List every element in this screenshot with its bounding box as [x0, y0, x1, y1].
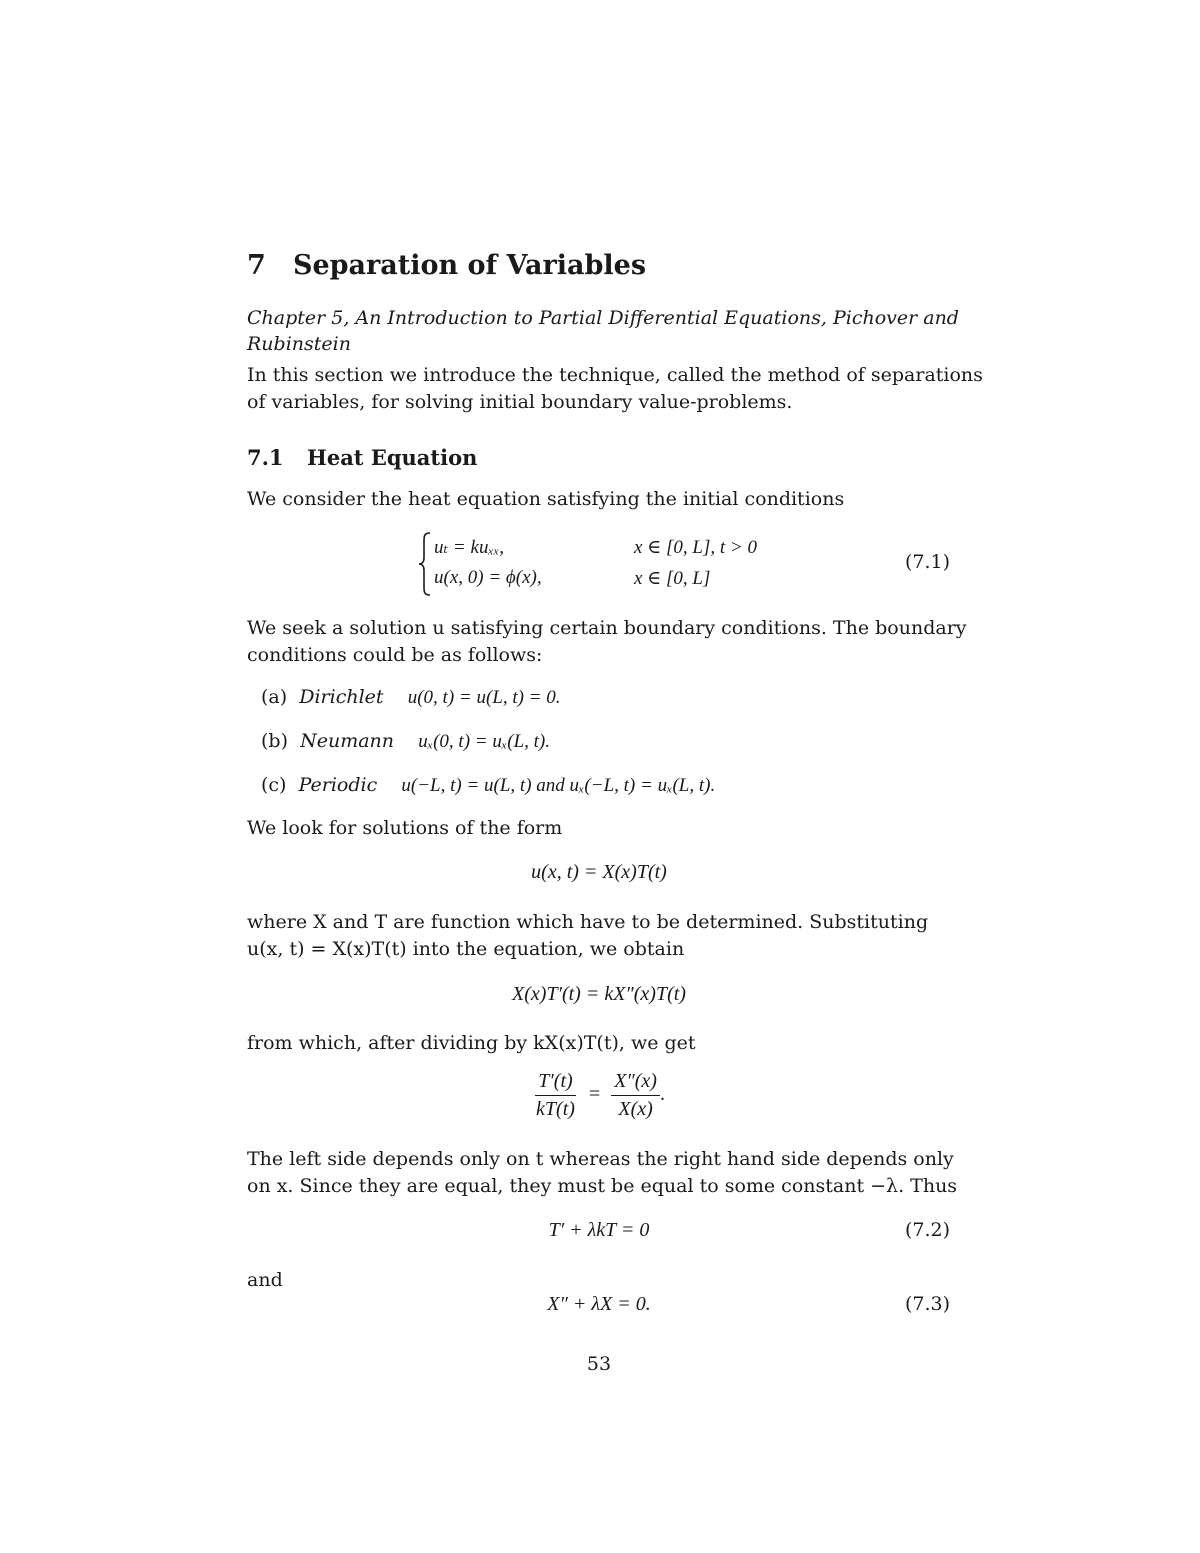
eq-substituted: X(x)T′(t) = kX″(x)T(t) [512, 983, 686, 1005]
para-heat: We consider the heat equation satisfying the initial conditions [247, 488, 845, 510]
eq-7-1-row1-right: x ∈ [0, L], t > 0 [634, 537, 757, 558]
condition-name: Neumann [300, 730, 395, 752]
para-where-line-1: where X and T are function which have to be determined. Substituting [247, 911, 929, 933]
list-marker: (a) [261, 686, 288, 708]
section-number: 7 [247, 250, 266, 281]
condition-formula: u(−L, t) = u(L, t) and uₓ(−L, t) = uₓ(L, t). [401, 775, 716, 796]
fraction-right-numerator: X″(x) [611, 1070, 660, 1096]
para-seek-line-2: conditions could be as follows: [247, 644, 543, 666]
list-item [261, 772, 715, 799]
eq-7-1-row2-right: x ∈ [0, L] [634, 568, 711, 589]
list-marker: (b) [261, 730, 288, 752]
para-look: We look for solutions of the form [247, 817, 563, 839]
and-text: and [247, 1269, 283, 1291]
eq-7-1-row1-left: uₜ = kuₓₓ, [434, 537, 504, 558]
intro-line-2: of variables, for solving initial boundary value-problems. [247, 391, 793, 413]
condition-formula: u(0, t) = u(L, t) = 0. [407, 687, 561, 708]
eq-form: u(x, t) = X(x)T(t) [531, 861, 667, 883]
page-number: 53 [586, 1353, 612, 1375]
fraction-right-denominator: X(x) [618, 1098, 653, 1120]
list-marker: (c) [261, 774, 287, 796]
condition-formula: uₓ(0, t) = uₓ(L, t). [418, 731, 551, 752]
fraction-left-denominator: kT(t) [536, 1098, 575, 1120]
subsection-title [247, 445, 477, 470]
equals-sign: = [588, 1083, 601, 1106]
subsection-number: 7.1 [247, 445, 284, 470]
list-item [261, 728, 550, 755]
para-divide: from which, after dividing by kX(x)T(t), we get [247, 1032, 696, 1054]
fraction-right [611, 1070, 660, 1121]
period: . [659, 1083, 665, 1106]
eq-7-2: T′ + λkT = 0 [548, 1219, 650, 1241]
condition-name: Periodic [298, 774, 378, 796]
intro-line-1: In this section we introduce the technique, called the method of separations [247, 364, 983, 386]
eq-7-3: X″ + λX = 0. [547, 1293, 651, 1315]
eq-7-2-label: (7.2) [904, 1219, 950, 1241]
left-brace-icon [419, 532, 431, 596]
eq-7-1-row2-left: u(x, 0) = ϕ(x), [434, 567, 542, 588]
fraction-left-numerator: T′(t) [535, 1070, 575, 1096]
subsection-title-text: Heat Equation [307, 445, 478, 470]
para-left-line-2: on x. Since they are equal, they must be equal to some constant −λ. Thus [247, 1175, 958, 1197]
fraction-left [533, 1070, 578, 1121]
para-left-line-1: The left side depends only on t whereas the right hand side depends only [247, 1148, 954, 1170]
reference-line-2: Rubinstein [247, 333, 351, 355]
section-title-text: Separation of Variables [293, 250, 647, 281]
eq-ratio [247, 1070, 951, 1121]
section-title [247, 250, 646, 281]
list-item [261, 684, 561, 711]
condition-name: Dirichlet [299, 686, 384, 708]
para-where-line-2: u(x, t) = X(x)T(t) into the equation, we obtain [247, 938, 685, 960]
reference-line-1: Chapter 5, An Introduction to Partial Differential Equations, Pichover and [247, 307, 959, 329]
eq-7-3-label: (7.3) [904, 1293, 950, 1315]
para-seek-line-1: We seek a solution u satisfying certain boundary conditions. The boundary [247, 617, 967, 639]
eq-7-1-label: (7.1) [904, 551, 950, 573]
